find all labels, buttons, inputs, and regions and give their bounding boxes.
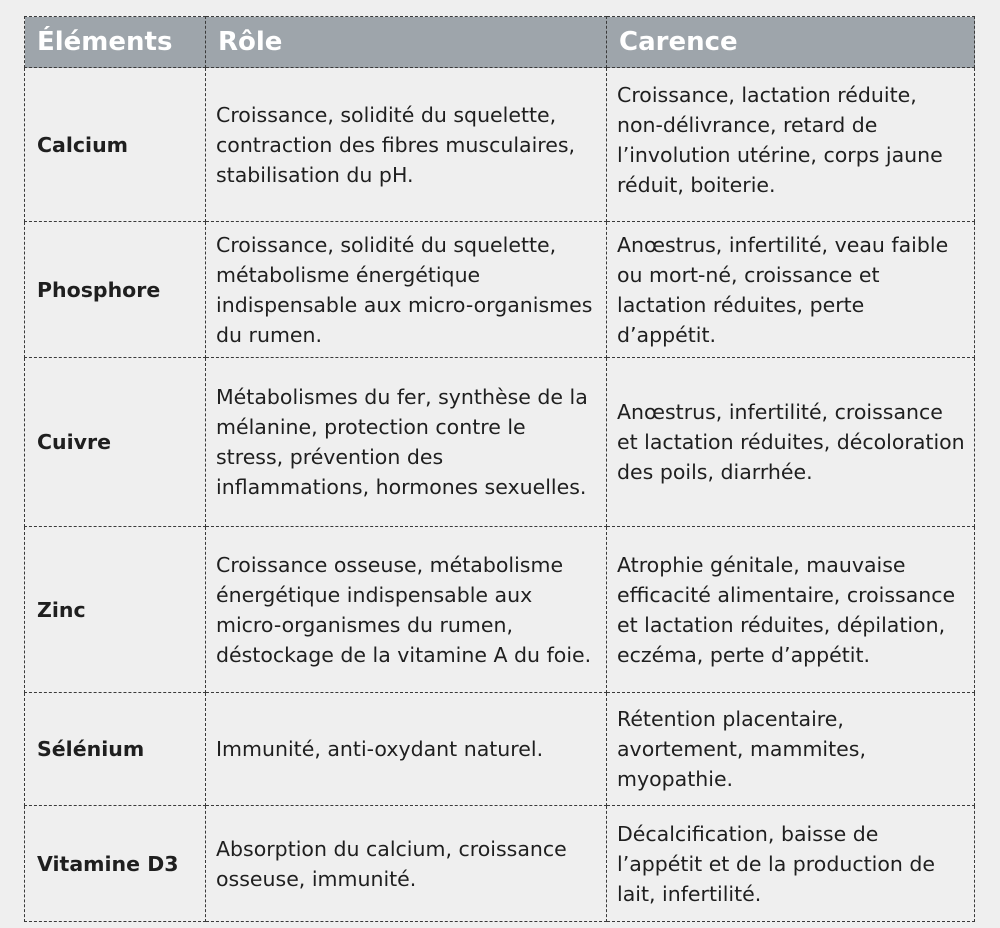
element-cell: Vitamine D3: [25, 806, 206, 922]
element-cell: Zinc: [25, 527, 206, 693]
minerals-table: [24, 16, 975, 922]
table-header-row: [25, 17, 975, 68]
carence-cell: Rétention placentaire, avortement, mammites, myopathie.: [607, 693, 975, 806]
element-cell: Cuivre: [25, 358, 206, 527]
table-row: [25, 222, 975, 358]
table-row: [25, 68, 975, 222]
role-cell: Métabolismes du fer, synthèse de la mélanine, protection contre le stress, prévention des inflammations, hormones sexuelles.: [206, 358, 607, 527]
table-row: [25, 806, 975, 922]
carence-cell: Atrophie génitale, mauvaise efficacité alimentaire, croissance et lactation réduites, dépilation, eczéma, perte d’appétit.: [607, 527, 975, 693]
element-cell: Phosphore: [25, 222, 206, 358]
role-cell: Croissance, solidité du squelette, métabolisme énergétique indispensable aux micro-organismes du rumen.: [206, 222, 607, 358]
carence-cell: Décalcification, baisse de l’appétit et de la production de lait, infertilité.: [607, 806, 975, 922]
role-cell: Croissance osseuse, métabolisme énergétique indispensable aux micro-organismes du rumen, déstockage de la vitamine A du foie.: [206, 527, 607, 693]
header-elements: Éléments: [25, 17, 206, 68]
header-carence: Carence: [607, 17, 975, 68]
header-role: Rôle: [206, 17, 607, 68]
table-row: [25, 527, 975, 693]
table-row: [25, 693, 975, 806]
carence-cell: Anœstrus, infertilité, veau faible ou mort-né, croissance et lactation réduites, perte d’appétit.: [607, 222, 975, 358]
role-cell: Immunité, anti-oxydant naturel.: [206, 693, 607, 806]
table-row: [25, 358, 975, 527]
minerals-table-container: [24, 16, 974, 922]
element-cell: Calcium: [25, 68, 206, 222]
carence-cell: Croissance, lactation réduite, non-délivrance, retard de l’involution utérine, corps jaune réduit, boiterie.: [607, 68, 975, 222]
element-cell: Sélénium: [25, 693, 206, 806]
role-cell: Absorption du calcium, croissance osseuse, immunité.: [206, 806, 607, 922]
carence-cell: Anœstrus, infertilité, croissance et lactation réduites, décoloration des poils, diarrhée.: [607, 358, 975, 527]
role-cell: Croissance, solidité du squelette, contraction des fibres musculaires, stabilisation du pH.: [206, 68, 607, 222]
